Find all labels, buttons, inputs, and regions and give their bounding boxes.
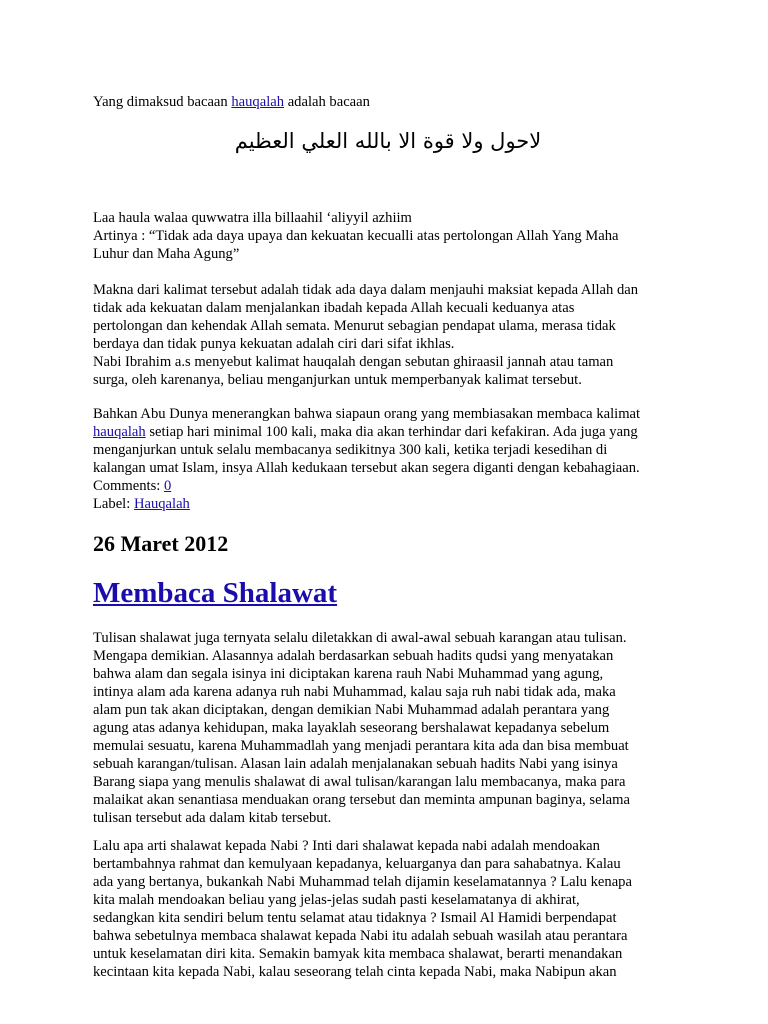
- label-line: Label: Hauqalah: [93, 496, 190, 512]
- text-line: Tulisan shalawat juga ternyata selalu diletakkan di awal-awal sebuah karangan atau tulisan.: [93, 630, 627, 646]
- intro-line: [93, 93, 683, 111]
- post-title: [93, 574, 337, 612]
- text-line: menganjurkan untuk selalu membacanya sedikitnya 300 kali, ketika terjadi kesedihan di: [93, 442, 608, 458]
- text-line: berdaya dan tidak punya kekuatan adalah ciri dari sifat ikhlas.: [93, 336, 455, 352]
- text-line: kecintaan kita kepada Nabi, kalau seseorang telah cinta kepada Nabi, maka Nabipun akan: [93, 964, 617, 980]
- text-line: tulisan tersebut ada dalam kitab tersebut.: [93, 810, 332, 826]
- intro-prefix: Yang dimaksud bacaan: [93, 94, 232, 110]
- text-line: hauqalah setiap hari minimal 100 kali, maka dia akan terhindar dari kefakiran. Ada juga yang: [93, 424, 638, 440]
- text-line: Lalu apa arti shalawat kepada Nabi ? Inti dari shalawat kepada nabi adalah mendoakan: [93, 838, 600, 854]
- text-line: intinya alam ada karena adanya ruh nabi Muhammad, kalau saja ruh nabi tidak ada, maka: [93, 684, 616, 700]
- comments-link[interactable]: 0: [163, 478, 172, 494]
- text-line: Makna dari kalimat tersebut adalah tidak ada daya dalam menjauhi maksiat kepada Allah dan: [93, 282, 639, 298]
- label-tag-link[interactable]: Hauqalah: [133, 496, 190, 512]
- bahkan-paragraph: [93, 405, 683, 513]
- translation-block: [93, 209, 683, 263]
- shalawat-paragraph-2: [93, 837, 683, 981]
- text-line: agung atas adanya kehidupan, maka layaklah seseorang bershalawat kepadanya sebelum: [93, 720, 610, 736]
- text-line: untuk keselamatan diri kita. Semakin bamyak kita membaca shalawat, berarti menandakan: [93, 946, 623, 962]
- text-line: Barang siapa yang menulis shalawat di awal tulisan/karangan lalu membacanya, maka para: [93, 774, 626, 790]
- text-line: sedangkan kita sendiri belum tentu selamat atau tidaknya ? Ismail Al Hamidi berpendapat: [93, 910, 617, 926]
- text-line: tidak ada kekuatan dalam menjalankan ibadah kepada Allah kecuali keduanya atas: [93, 300, 575, 316]
- hauqalah-link[interactable]: hauqalah: [93, 424, 146, 440]
- shalawat-paragraph-1: [93, 629, 683, 827]
- comments-line: Comments: 0: [93, 478, 172, 494]
- text-line: alam pun tak akan diciptakan, dengan demikian Nabi Muhammad adalah perantara yang: [93, 702, 610, 718]
- text-line: malaikat akan senantiasa menduakan orang tersebut dan meminta ampunan baginya, selama: [93, 792, 630, 808]
- text-line: surga, oleh karenanya, beliau menganjurkan untuk memperbanyak kalimat tersebut.: [93, 372, 582, 388]
- text-line: Mengapa demikian. Alasannya adalah berdasarkan sebuah hadits qudsi yang menyatakan: [93, 648, 614, 664]
- text-line: kita malah mendoakan beliau yang jelas-jelas sudah pasti keselamatanya di akhirat,: [93, 892, 580, 908]
- text-line: bertambahnya rahmat dan kemulyaan kepadanya, keluarganya dan para sahabatnya. Kalau: [93, 856, 621, 872]
- artinya-line: Artinya : “Tidak ada daya upaya dan kekuatan kecualli atas pertolongan Allah Yang Maha: [93, 228, 619, 244]
- text-line: Nabi Ibrahim a.s menyebut kalimat hauqalah dengan sebutan ghiraasil jannah atau taman: [93, 354, 614, 370]
- artinya-line: Luhur dan Maha Agung”: [93, 246, 240, 262]
- makna-paragraph: [93, 281, 683, 389]
- post-date: 26 Maret 2012: [93, 531, 229, 556]
- intro-suffix: adalah bacaan: [284, 94, 370, 110]
- hauqalah-link[interactable]: hauqalah: [231, 94, 285, 110]
- text-line: Bahkan Abu Dunya menerangkan bahwa siapaun orang yang membiasakan membaca kalimat: [93, 406, 641, 422]
- post-title-link[interactable]: Membaca Shalawat: [93, 577, 338, 609]
- text-line: memulai sesuatu, karena Muhammadlah yang menjadi perantara kita ada dan bisa membuat: [93, 738, 629, 754]
- text-line: bahwa alam dan segala isinya ini diciptakan karena rauh Nabi Muhammad yang agung,: [93, 666, 604, 682]
- text-line: pertolongan dan kehendak Allah semata. Menurut sebagian pendapat ulama, merasa tidak: [93, 318, 616, 334]
- text-line: ada yang bertanya, bukankah Nabi Muhammad telah dijamin keselamatannya ? Lalu kenapa: [93, 874, 632, 890]
- text-line: sebuah karangan/tulisan. Alasan lain adalah menjalanakan sebuah hadits Nabi yang isinya: [93, 756, 618, 772]
- transliteration: Laa haula walaa quwwatra illa billaahil ‘aliyyil azhiim: [93, 210, 412, 226]
- text-line: kalangan umat Islam, insya Allah kedukaan tersebut akan segera diganti dengan kebahagiaan.: [93, 460, 640, 476]
- arabic-text: لاحول ولا قوة الا بالله العلي العظيم: [234, 129, 542, 153]
- text-line: bahwa sebetulnya membaca shalawat kepada Nabi itu adalah sebuah wasilah atau perantara: [93, 928, 628, 944]
